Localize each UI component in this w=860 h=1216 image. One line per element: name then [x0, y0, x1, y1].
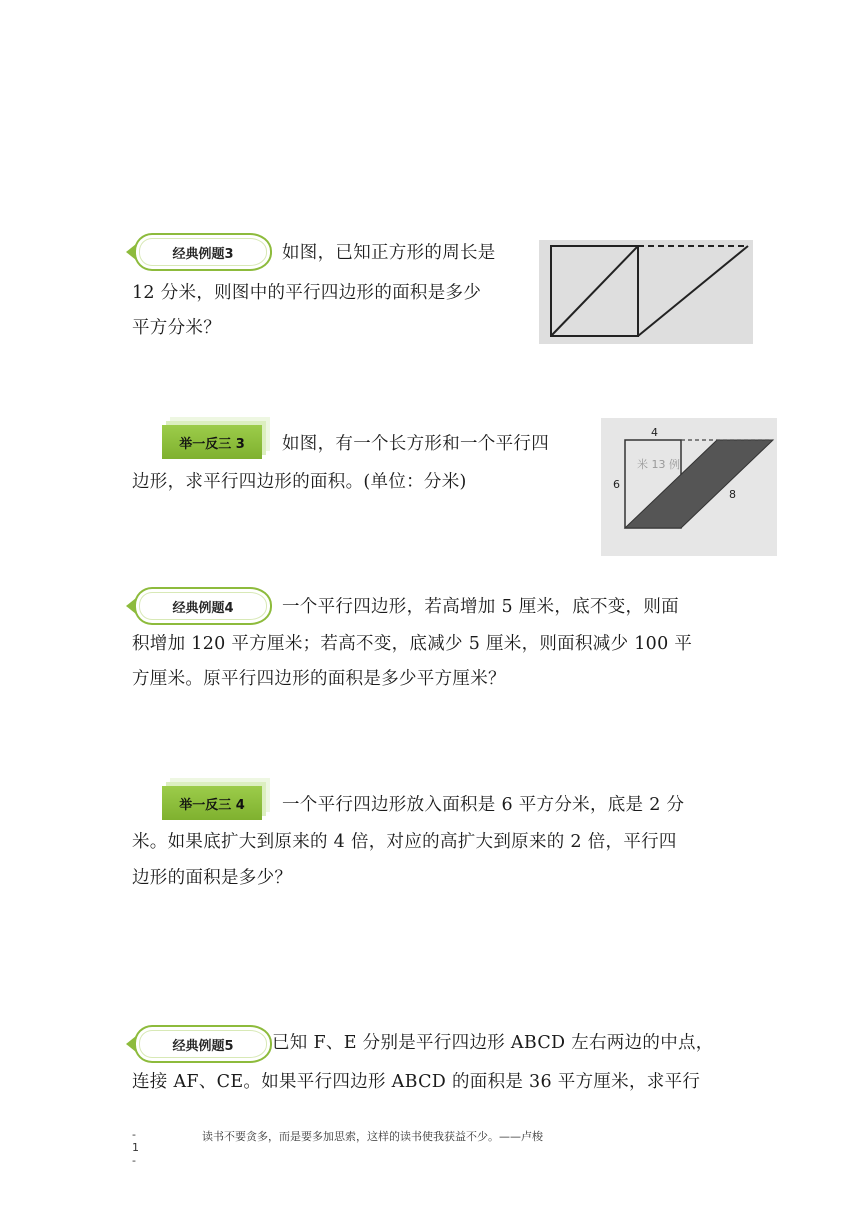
practice-4-line-3: 边形的面积是多少？ — [132, 868, 293, 888]
practice-3-line-1: 如图，有一个长方形和一个平行四 — [282, 434, 549, 454]
label-text: 经典例题3 — [172, 246, 234, 262]
practice-4-line-1: 一个平行四边形放入面积是 6 平方分米，底是 2 分 — [282, 795, 685, 815]
problem-4-line-1: 一个平行四边形，若高增加 5 厘米，底不变，则面 — [282, 597, 679, 617]
label-left-height: 6 — [613, 478, 620, 491]
label-text: 经典例题5 — [172, 1038, 234, 1054]
classic-example-3-label — [134, 233, 272, 271]
label-text: 举一反三 4 — [179, 797, 245, 813]
label-text: 经典例题4 — [172, 600, 234, 616]
footer-quote: 读书不要贪多，而是要多加思索，这样的读书使我获益不少。——卢梭 — [202, 1130, 543, 1143]
page-number: - 1 - — [132, 1128, 139, 1167]
practice-4-label — [162, 786, 262, 820]
practice-3-line-2: 边形，求平行四边形的面积。(单位：分米) — [132, 472, 467, 492]
faded-scan-text: 米 13 例 — [637, 458, 680, 471]
problem-5-line-1: 已知 F、E 分别是平行四边形 ABCD 左右两边的中点， — [272, 1033, 714, 1053]
problem-4-line-2: 积增加 120 平方厘米；若高不变，底减少 5 厘米，则面积减少 100 平 — [132, 634, 693, 654]
classic-example-5-label — [134, 1025, 272, 1063]
problem-3-line-1: 如图，已知正方形的周长是 — [282, 243, 496, 263]
problem-3-line-2: 12 分米，则图中的平行四边形的面积是多少 — [132, 283, 482, 303]
square-parallelogram-figure — [539, 240, 753, 344]
label-text: 举一反三 3 — [179, 436, 245, 452]
practice-3-label — [162, 425, 262, 459]
classic-example-4-label — [134, 587, 272, 625]
label-top-width: 4 — [651, 426, 658, 439]
practice-4-line-2: 米。如果底扩大到原来的 4 倍，对应的高扩大到原来的 2 倍，平行四 — [132, 832, 677, 852]
problem-3-line-3: 平方分米？ — [132, 318, 221, 338]
rectangle-parallelogram-figure — [601, 418, 777, 556]
problem-5-line-2: 连接 AF、CE。如果平行四边形 ABCD 的面积是 36 平方厘米，求平行 — [132, 1072, 701, 1092]
problem-4-line-3: 方厘米。原平行四边形的面积是多少平方厘米？ — [132, 669, 506, 689]
label-side-length: 8 — [729, 488, 736, 501]
